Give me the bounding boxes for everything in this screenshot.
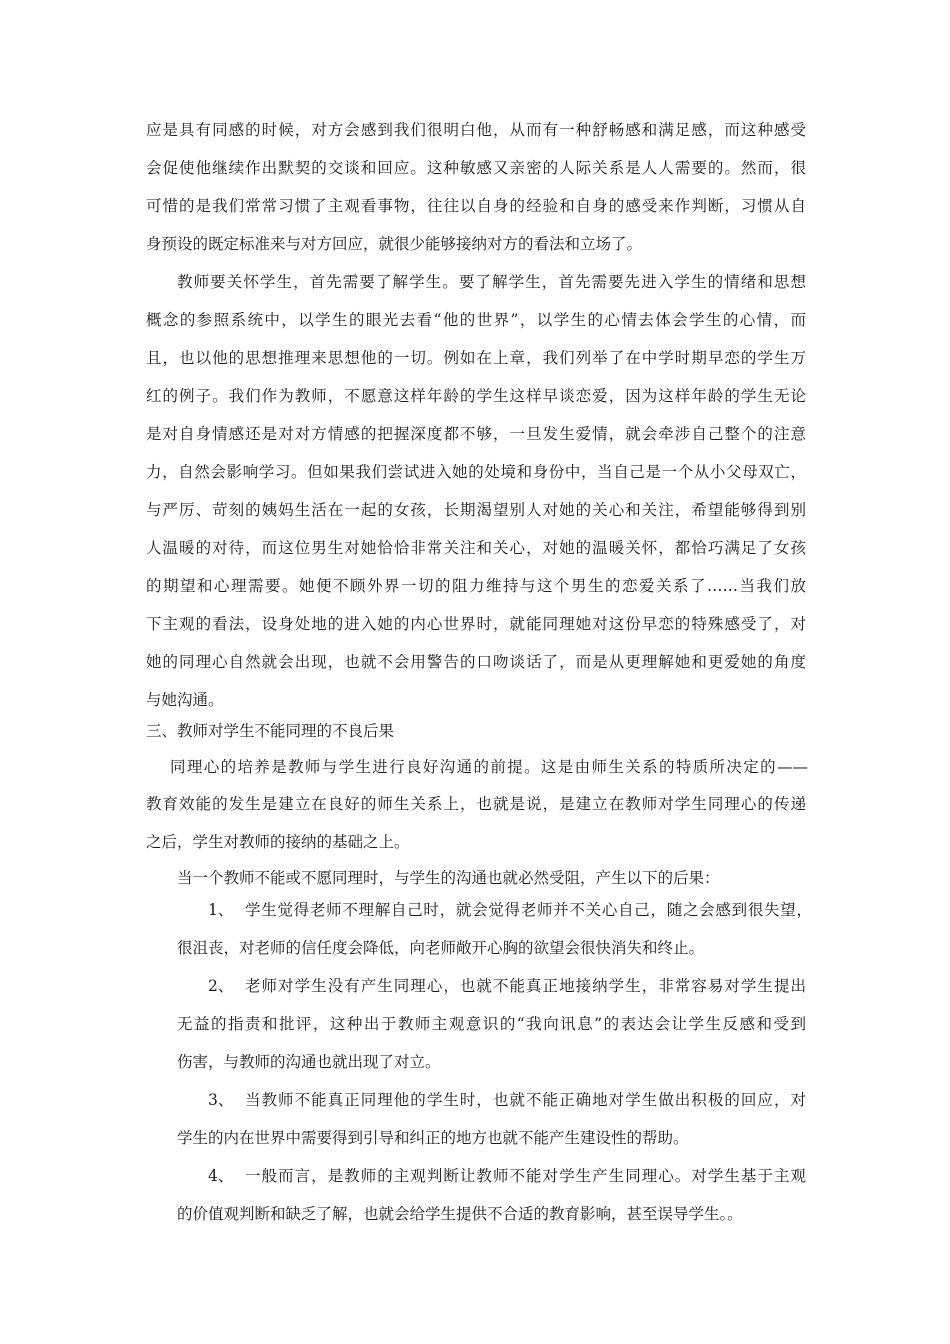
text-line: 力，自然会影响学习。但如果我们尝试进入她的处境和身份中，当自己是一个从小父母双亡， <box>146 463 806 481</box>
text-line: 与严厉、苛刻的姨妈生活在一起的女孩，长期渴望别人对她的关心和关注，希望能够得到别 <box>146 501 806 519</box>
text-line: 教育效能的发生是建立在良好的师生关系上，也就是说，是建立在教师对学生同理心的传递 <box>146 795 806 813</box>
text-line: 之后，学生对教师的接纳的基础之上。 <box>146 833 410 851</box>
text-line: 的期望和心理需要。她便不顾外界一切的阻力维持与这个男生的恋爱关系了……当我们放 <box>146 577 806 595</box>
text-line: 无益的指责和批评，这种出于教师主观意识的“我向讯息”的表达会让学生反感和受到 <box>177 1015 806 1033</box>
text-line: 很沮丧，对老师的信任度会降低，向老师敞开心胸的欲望会很快消失和终止。 <box>177 939 705 957</box>
text-line: 是对自身情感还是对对方情感的把握深度都不够，一旦发生爱情，就会牵涉自己整个的注意 <box>146 425 806 443</box>
text-line: 的价值观判断和缺乏了解，也就会给学生提供不合适的教育影响，甚至误导学生。。 <box>177 1205 743 1223</box>
text-line: 学生的内在世界中需要得到引导和纠正的地方也就不能产生建设性的帮助。 <box>177 1129 689 1147</box>
text-line: 当一个教师不能或不愿同理时，与学生的沟通也就必然受阻，产生以下的后果： <box>177 869 720 887</box>
list-item-number: 3、 <box>208 1091 234 1109</box>
text-line: 红的例子。我们作为教师，不愿意这样年龄的学生这样早谈恋爱，因为这样年龄的学生无论 <box>146 387 806 405</box>
text-line: 下主观的看法，设身处地的进入她的内心世界时，就能同理她对这份早恋的特殊感受了，对 <box>146 615 806 633</box>
text-line: 教师要关怀学生，首先需要了解学生。要了解学生，首先需要先进入学生的情绪和思想 <box>177 273 806 291</box>
text-line: 身预设的既定标准来与对方回应，就很少能够接纳对方的看法和立场了。 <box>146 235 643 253</box>
text-line: 老师对学生没有产生同理心，也就不能真正地接纳学生，非常容易对学生提出 <box>245 977 806 995</box>
text-line: 概念的参照系统中，以学生的眼光去看“他的世界”，以学生的心情去体会学生的心情，而 <box>146 311 806 329</box>
text-line: 应是具有同感的时候，对方会感到我们很明白他，从而有一种舒畅感和满足感，而这种感受 <box>146 121 806 139</box>
text-line: 可惜的是我们常常习惯了主观看事物，往往以自身的经验和自身的感受来作判断，习惯从自 <box>146 197 806 215</box>
text-line: 伤害，与教师的沟通也就出现了对立。 <box>177 1053 441 1071</box>
text-line: 同理心的培养是教师与学生进行良好沟通的前提。这是由师生关系的特质所决定的—— <box>170 758 808 776</box>
text-line: 一般而言，是教师的主观判断让教师不能对学生产生同理心。对学生基于主观 <box>245 1167 806 1185</box>
text-line: 她的同理心自然就会出现，也就不会用警告的口吻谈话了，而是从更理解她和更爱她的角度 <box>146 653 806 671</box>
text-line: 与她沟通。 <box>146 691 224 709</box>
list-item-number: 2、 <box>208 977 234 995</box>
text-line: 学生觉得老师不理解自己时，就会觉得老师并不关心自己，随之会感到很失望， <box>245 901 812 919</box>
text-line: 且，也以他的思想推理来思想他的一切。例如在上章，我们列举了在中学时期早恋的学生万 <box>146 349 806 367</box>
section-heading: 三、教师对学生不能同理的不良后果 <box>146 722 395 740</box>
text-line: 当教师不能真正同理他的学生时，也就不能正确地对学生做出积极的回应，对 <box>245 1091 806 1109</box>
list-item-number: 4、 <box>208 1167 234 1185</box>
list-item-number: 1、 <box>208 901 234 919</box>
text-line: 会促使他继续作出默契的交谈和回应。这种敏感又亲密的人际关系是人人需要的。然而，很 <box>146 159 806 177</box>
text-line: 人温暖的对待，而这位男生对她恰恰非常关注和关心，对她的温暖关怀，都恰巧满足了女孩 <box>146 539 806 557</box>
